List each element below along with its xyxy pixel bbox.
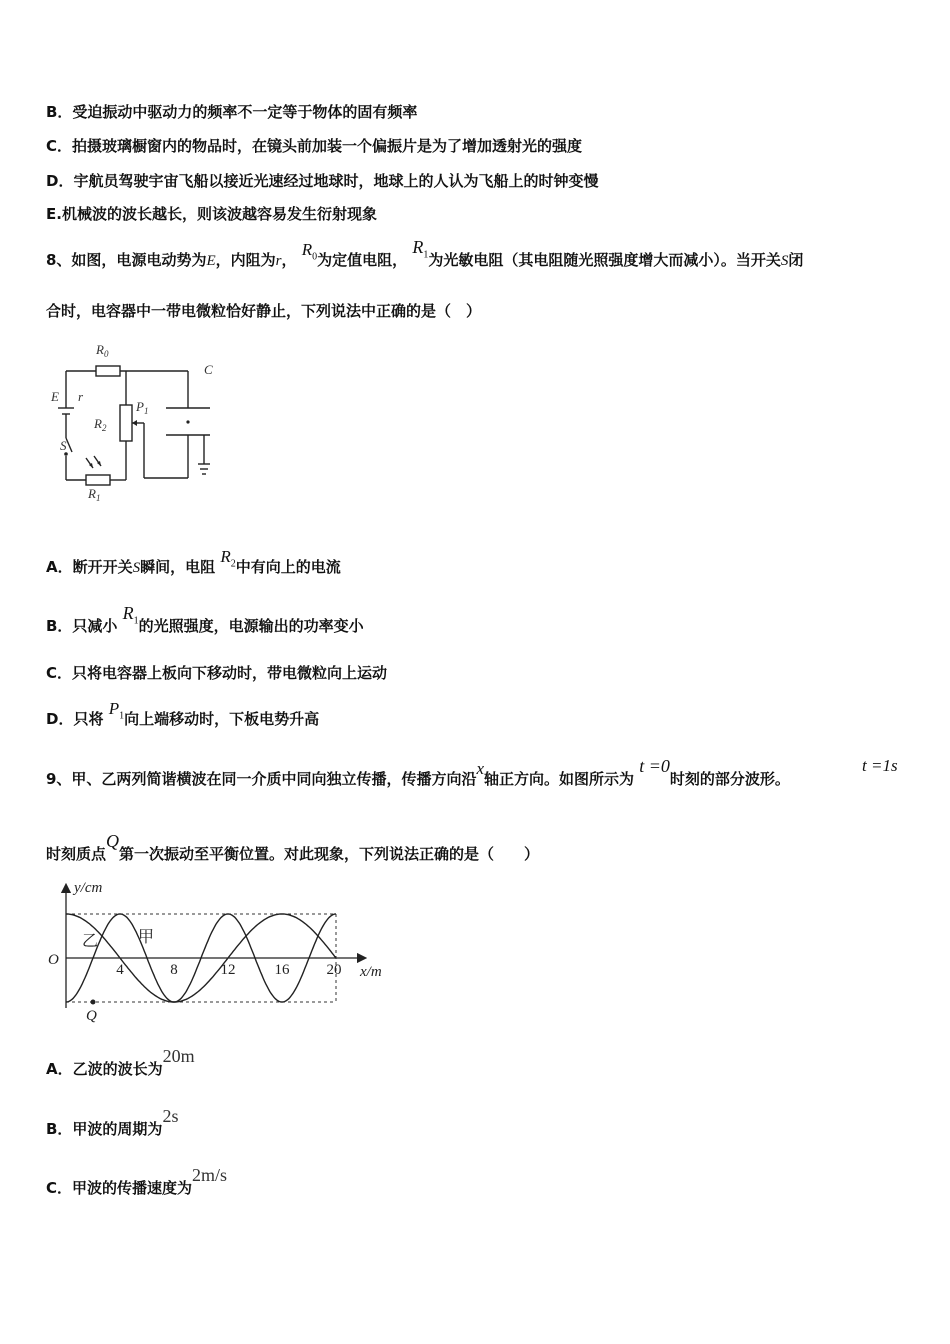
circuit-diagram [46,338,236,508]
q9-option-b: B．甲波的周期为2s [46,1106,179,1138]
q8-option-d: D．只将 $P_1$向上端移动时，下板电势升高 [46,699,320,728]
q9-t1s: t =1s [862,756,898,775]
label-r0: $R_0$ [96,342,109,359]
label-r1: $R_1$ [88,486,101,503]
tick-12: 12 [220,962,236,978]
q9-option-c: C．甲波的传播速度为2m/s [46,1165,228,1197]
origin-label: O [48,952,59,968]
tick-16: 16 [274,962,290,978]
r1-photoresistor [86,475,110,485]
tick-20: 20 [326,962,342,978]
x-axis-label: x/m [360,964,382,980]
q7-option-d: D．宇航员驾驶宇宙飞船以接近光速经过地球时，地球上的人认为飞船上的时钟变慢 [46,172,599,190]
label-jia: 甲 [138,927,155,946]
q7-option-b: B．受迫振动中驱动力的频率不一定等于物体的固有频率 [46,103,418,121]
label-r: r [78,389,84,404]
r0-resistor [96,366,120,376]
q-label: Q [86,1008,97,1024]
tick-8: 8 [170,962,178,978]
q8-stem-line1: 8、如图，电源电动势为E，内阻为r， $R_0$为定值电阻， $R_1$为光敏电阻（其电阻随光照强度增大而减小）。当开关S闭 [46,237,804,269]
r0-symbol: $R_0$ [301,240,318,263]
wave-graph [40,880,390,1030]
q9-option-a: A．乙波的波长为20m [46,1046,195,1078]
p1-symbol: $P_1$ [108,699,125,722]
label-c: C [204,362,213,377]
label-p1: $P_1$ [136,399,149,416]
q9-stem-line1: 9、甲、乙两列简谐横波在同一介质中同向独立传播，传播方向沿x轴正方向。如图所示为 t =0时刻的部分波形。 [46,756,790,788]
label-s: S [60,438,67,453]
r1-symbol-option: $R_1$ [122,603,139,627]
q8-option-c: C．只将电容器上板向下移动时，带电微粒向上运动 [46,664,388,682]
q7-option-c: C．拍摄玻璃橱窗内的物品时，在镜头前加装一个偏振片是为了增加透射光的强度 [46,137,583,155]
label-r2: $R_2$ [94,416,107,433]
r2-symbol: $R_2$ [220,547,236,570]
y-axis-label: y/cm [74,880,103,896]
point-q [91,1000,96,1005]
tick-4: 4 [116,962,124,978]
r2-resistor [120,405,132,441]
r1-symbol: $R_1$ [412,237,429,261]
q9-stem-line2: 时刻质点Q第一次振动至平衡位置。对此现象，下列说法正确的是（ ） [46,831,540,863]
label-yi: 乙 [82,931,99,950]
q7-option-e: E.机械波的波长越长，则该波越容易发生衍射现象 [46,205,377,223]
q8-option-a: A．断开开关S瞬间，电阻 $R_2$中有向上的电流 [46,547,341,576]
switch-s [66,438,72,452]
q8-stem-line2: 合时，电容器中一带电微粒恰好静止，下列说法中正确的是（ ） [46,302,482,320]
label-e: E [51,389,59,404]
charged-particle [186,420,189,423]
q8-option-b: B．只减小 $R_1$的光照强度，电源输出的功率变小 [46,603,364,635]
slider-arrow-icon [132,420,137,426]
